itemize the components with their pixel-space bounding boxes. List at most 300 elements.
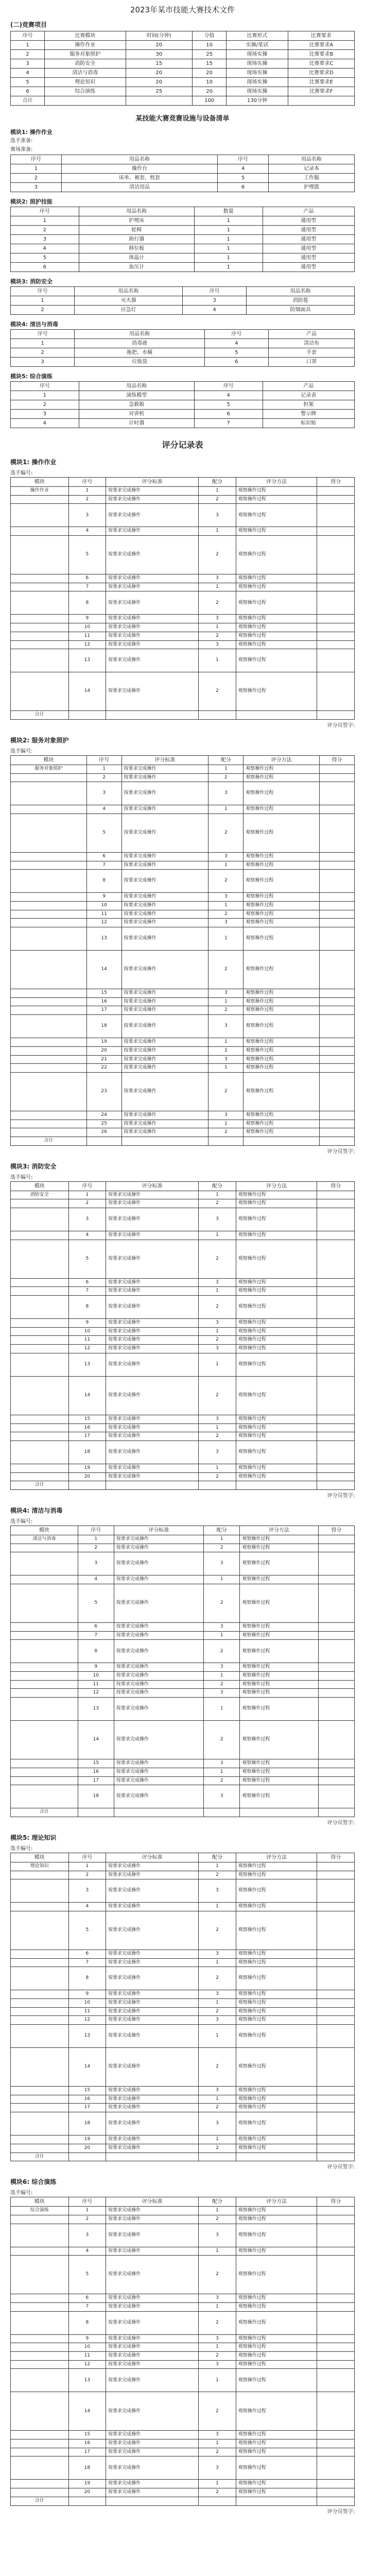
table-cell[interactable] [317, 615, 355, 623]
table-cell: 操作台 [61, 164, 217, 174]
table-cell: 1 [11, 339, 75, 348]
table-cell[interactable] [320, 861, 355, 870]
table-cell[interactable] [317, 2007, 355, 2016]
table-cell: 18 [68, 2456, 106, 2480]
table-cell: 1 [208, 861, 244, 870]
table-cell [78, 1808, 114, 1817]
table-cell: 6 [11, 87, 45, 96]
table-cell: 3 [208, 919, 244, 927]
table-cell: 10 [68, 1999, 106, 2008]
table-header-cell: 时间(分钟) [126, 31, 193, 41]
eval-module-title: 模块1: 操作作业 [10, 459, 57, 466]
table-cell[interactable] [318, 1680, 354, 1689]
table-cell [11, 2256, 69, 2294]
table-cell: 观察操作过程 [236, 623, 317, 632]
table-cell[interactable] [317, 1990, 355, 1999]
table-cell[interactable] [320, 951, 355, 989]
table-cell[interactable] [317, 1345, 355, 1353]
eval-module-title: 模块3: 消防安全 [10, 1162, 57, 1170]
table-cell[interactable] [320, 997, 355, 1006]
table-cell: 3 [199, 574, 236, 583]
table-cell [11, 495, 69, 504]
table-cell: 按要求完成操作 [106, 2343, 199, 2352]
table-row [11, 183, 355, 192]
table-cell: 服务对象照护 [45, 50, 126, 59]
table-cell: 观察操作过程 [236, 1950, 317, 1958]
table-cell: 4 [11, 69, 45, 78]
table-row [11, 1990, 355, 1999]
table-cell: 12 [86, 919, 121, 927]
table-cell: 观察操作过程 [236, 2207, 317, 2215]
table-cell[interactable] [317, 2360, 355, 2369]
table-cell[interactable] [317, 1231, 355, 1240]
table-cell: 观察操作过程 [240, 1544, 318, 1552]
table-cell: 25 [86, 1120, 121, 1128]
table-cell[interactable] [317, 2343, 355, 2352]
table-cell[interactable] [317, 1199, 355, 1208]
table-cell [11, 1015, 87, 1038]
table-cell [11, 1990, 69, 1999]
table-cell: 15 [68, 1415, 106, 1423]
table-cell[interactable] [317, 2224, 355, 2247]
table-cell[interactable] [320, 773, 355, 782]
table-cell[interactable] [317, 1296, 355, 1319]
table-cell: 1 [199, 1999, 236, 2008]
table-row [11, 1231, 355, 1240]
table-cell: 综合演练 [45, 87, 126, 96]
table-cell[interactable] [317, 2334, 355, 2343]
table-cell: 2 [199, 2007, 236, 2016]
table-cell: 2 [208, 870, 244, 893]
table-cell: 1 [194, 263, 263, 272]
table-cell [11, 1640, 78, 1663]
eval-module-title: 模块4: 清洁与消毒 [10, 1506, 63, 1514]
table-cell: 观察操作过程 [240, 1535, 318, 1544]
eval-table [10, 1853, 355, 2161]
table-cell: 1 [199, 1958, 236, 1967]
table-cell[interactable] [317, 649, 355, 672]
table-cell[interactable] [317, 527, 355, 536]
eval-module-sub: 选手编号: [10, 470, 33, 476]
table-cell [11, 504, 69, 527]
table-cell[interactable] [318, 1776, 354, 1785]
table-cell: 13 [78, 1698, 114, 1721]
table-cell: 4 [11, 244, 79, 253]
table-cell [11, 2302, 69, 2311]
table-cell: 9 [78, 1663, 114, 1672]
table-cell: 按要求完成操作 [106, 1231, 199, 1240]
table-cell[interactable] [317, 2207, 355, 2215]
table-cell[interactable] [318, 1698, 354, 1721]
table-cell[interactable] [317, 536, 355, 574]
table-cell[interactable] [320, 1006, 355, 1015]
table-cell[interactable] [320, 870, 355, 893]
table-cell [11, 2016, 69, 2025]
table-cell: 16 [68, 2095, 106, 2104]
table-cell: 20 [68, 1472, 106, 1481]
table-cell: 按要求完成操作 [106, 1353, 199, 1376]
table-cell: 13 [86, 927, 121, 951]
table-cell[interactable] [317, 1191, 355, 1199]
table-cell[interactable] [317, 1287, 355, 1296]
table-cell[interactable] [317, 2016, 355, 2025]
table-cell: 观察操作过程 [236, 1231, 317, 1240]
table-cell [68, 2497, 106, 2505]
table-cell: 2 [204, 1776, 240, 1785]
table-cell[interactable] [317, 1440, 355, 1464]
table-cell[interactable] [317, 2247, 355, 2256]
table-cell: 10 [86, 902, 121, 910]
table-cell: 工作服 [268, 174, 354, 183]
table-cell: 按要求完成操作 [106, 527, 199, 536]
table-cell: 按要求完成操作 [106, 536, 199, 574]
table-cell[interactable] [317, 574, 355, 583]
table-cell[interactable] [317, 1862, 355, 1871]
table-cell: 3 [199, 2224, 236, 2247]
table-cell: 130分钟 [227, 96, 288, 106]
table-cell[interactable] [318, 1663, 354, 1672]
table-header-cell: 用品名称 [247, 287, 355, 296]
table-cell[interactable] [320, 1038, 355, 1047]
table-cell: 观察操作过程 [240, 1759, 318, 1768]
table-cell[interactable] [317, 2311, 355, 2334]
table-cell[interactable] [317, 1464, 355, 1472]
table-cell: 按要求完成操作 [106, 2294, 199, 2303]
table-cell: 按要求完成操作 [106, 1191, 199, 1199]
table-row [11, 253, 355, 263]
table-cell[interactable] [320, 989, 355, 998]
table-cell: 观察操作过程 [244, 773, 320, 782]
table-cell [11, 1240, 69, 1278]
table-cell[interactable] [317, 1240, 355, 1278]
table-cell: 合计 [11, 711, 69, 720]
table-row [11, 1623, 355, 1632]
table-cell: 标识贴 [263, 419, 354, 428]
table-cell [11, 2439, 69, 2448]
table-cell[interactable] [317, 1208, 355, 1231]
table-row [11, 951, 355, 989]
table-cell: 观察操作过程 [236, 1345, 317, 1353]
table-cell[interactable] [320, 902, 355, 910]
table-cell: 观察操作过程 [236, 2247, 317, 2256]
table-cell [11, 1432, 69, 1441]
table-cell: 合计 [11, 2153, 69, 2161]
table-cell: 按要求完成操作 [106, 2456, 199, 2480]
table-row [11, 2448, 355, 2456]
table-row [11, 410, 355, 419]
table-cell [11, 1623, 78, 1632]
table-cell[interactable] [318, 1672, 354, 1681]
table-cell: 观察操作过程 [240, 1776, 318, 1785]
table-row [11, 1120, 355, 1128]
table-cell[interactable] [317, 2448, 355, 2456]
table-cell: 应急灯 [75, 306, 183, 315]
table-cell: 按要求完成操作 [106, 1871, 199, 1879]
table-cell[interactable] [320, 782, 355, 805]
table-row [11, 893, 355, 902]
table-cell[interactable] [320, 1046, 355, 1055]
table-cell [86, 1137, 121, 1145]
table-cell: 观察操作过程 [236, 2480, 317, 2488]
table-cell [11, 2448, 69, 2456]
table-cell [11, 852, 87, 861]
table-cell[interactable] [317, 1999, 355, 2008]
table-cell[interactable] [317, 1958, 355, 1967]
table-cell [11, 2087, 69, 2095]
m5-table [10, 381, 355, 428]
table-cell: 13 [68, 1353, 106, 1376]
table-cell: 急救箱 [79, 400, 194, 410]
table-cell: 观察操作过程 [240, 1575, 318, 1584]
table-cell[interactable] [317, 1967, 355, 1990]
table-cell: 17 [86, 1006, 121, 1015]
table-cell: 2 [11, 306, 75, 315]
table-cell: 观察操作过程 [244, 951, 320, 989]
table-cell: 1 [199, 2247, 236, 2256]
table-cell: 实操/笔试 [227, 41, 288, 50]
table-cell[interactable] [320, 1128, 355, 1137]
table-row [11, 2488, 355, 2497]
table-cell[interactable] [318, 1785, 354, 1808]
table-cell: 灭火器 [75, 296, 183, 306]
table-cell[interactable] [320, 893, 355, 902]
table-cell[interactable] [320, 1055, 355, 1064]
table-cell[interactable] [318, 1640, 354, 1663]
table-cell[interactable] [317, 2488, 355, 2497]
table-cell[interactable] [318, 1544, 354, 1552]
table-header-cell: 模块 [11, 1853, 69, 1862]
table-cell[interactable] [320, 927, 355, 951]
table-cell[interactable] [320, 919, 355, 927]
eval-module-sub: 选手编号: [10, 748, 33, 754]
table-cell: 3 [199, 1879, 236, 1903]
table-cell[interactable] [317, 2480, 355, 2488]
table-cell: 3 [199, 2456, 236, 2480]
table-cell: 1 [204, 1672, 240, 1681]
table-cell[interactable] [317, 583, 355, 591]
table-cell[interactable] [317, 2439, 355, 2448]
table-cell[interactable] [317, 1432, 355, 1441]
table-row [11, 1327, 355, 1336]
table-row [11, 814, 355, 852]
table-cell[interactable] [317, 1336, 355, 1345]
table-cell: 护理床 [79, 216, 194, 226]
table-cell[interactable] [320, 1015, 355, 1038]
table-cell[interactable] [317, 1278, 355, 1287]
table-row [11, 2439, 355, 2448]
table-cell: 1 [208, 765, 244, 773]
table-cell: 观察操作过程 [236, 1440, 317, 1464]
table-cell: 比赛要求A [288, 41, 354, 50]
table-cell[interactable] [317, 1950, 355, 1958]
table-cell: 按要求完成操作 [121, 927, 208, 951]
table-cell: 按要求完成操作 [106, 640, 199, 649]
table-cell: 防烟面具 [247, 306, 355, 315]
table-cell: 观察操作过程 [236, 2352, 317, 2361]
table-cell [11, 1759, 78, 1768]
table-cell: 3 [199, 1319, 236, 1328]
table-cell[interactable] [317, 2302, 355, 2311]
table-cell[interactable] [317, 1871, 355, 1879]
table-cell[interactable] [320, 1072, 355, 1111]
table-cell[interactable] [318, 1584, 354, 1623]
table-cell[interactable] [318, 1552, 354, 1575]
table-header-cell: 数量 [194, 207, 263, 216]
table-row [11, 1006, 355, 1015]
table-cell[interactable] [317, 2294, 355, 2303]
table-cell[interactable] [317, 1376, 355, 1415]
table-cell: 1 [68, 487, 106, 496]
table-cell[interactable] [317, 504, 355, 527]
table-cell: 按要求完成操作 [106, 2311, 199, 2334]
table-row [11, 487, 355, 496]
table-cell[interactable] [317, 2456, 355, 2480]
sign-label: 评分员签字: [327, 2164, 355, 2171]
table-cell[interactable] [317, 1319, 355, 1328]
table-cell: 观察操作过程 [236, 632, 317, 640]
table-cell[interactable] [317, 2087, 355, 2095]
table-cell [318, 1808, 354, 1817]
table-cell: 4 [68, 1231, 106, 1240]
table-cell: 100 [193, 96, 227, 106]
table-cell [11, 1911, 69, 1950]
table-header-cell: 序号 [68, 1853, 106, 1862]
table-cell [11, 2025, 69, 2048]
table-cell[interactable] [317, 2352, 355, 2361]
table-row [11, 1046, 355, 1055]
table-cell[interactable] [320, 805, 355, 814]
table-cell[interactable] [317, 495, 355, 504]
table-cell[interactable] [317, 2215, 355, 2224]
table-cell[interactable] [317, 2025, 355, 2048]
table-cell[interactable] [317, 2112, 355, 2136]
table-cell [11, 870, 87, 893]
table-cell [11, 2294, 69, 2303]
table-cell[interactable] [317, 1911, 355, 1950]
table-cell [11, 1575, 78, 1584]
table-cell[interactable] [317, 632, 355, 640]
table-cell: 服务对象照护 [11, 765, 87, 773]
table-cell[interactable] [318, 1759, 354, 1768]
table-cell [106, 1481, 199, 1490]
table-cell: 2 [204, 1640, 240, 1663]
table-cell[interactable] [320, 1120, 355, 1128]
table-cell: 1 [199, 1327, 236, 1336]
table-cell[interactable] [317, 623, 355, 632]
table-cell[interactable] [318, 1535, 354, 1544]
table-cell: 15 [68, 2087, 106, 2095]
table-cell: 观察操作过程 [236, 1287, 317, 1296]
table-cell: 按要求完成操作 [121, 782, 208, 805]
table-cell: 按要求完成操作 [106, 1903, 199, 1911]
table-cell: 2 [199, 1871, 236, 1879]
table-cell [11, 1440, 69, 1464]
table-cell: 消防安全 [45, 59, 126, 69]
table-cell[interactable] [318, 1623, 354, 1632]
table-cell[interactable] [318, 1575, 354, 1584]
table-cell: 观察操作过程 [236, 2439, 317, 2448]
table-cell: 观察操作过程 [236, 2431, 317, 2439]
table-cell[interactable] [318, 1631, 354, 1640]
table-cell: 7 [194, 419, 263, 428]
table-cell[interactable] [318, 1768, 354, 1776]
table-cell: 1 [199, 2095, 236, 2104]
table-cell[interactable] [318, 1721, 354, 1759]
table-cell[interactable] [317, 2144, 355, 2153]
table-cell [11, 1376, 69, 1415]
table-cell[interactable] [320, 852, 355, 861]
table-header-cell: 配分 [204, 1526, 240, 1535]
table-row [11, 861, 355, 870]
table-cell[interactable] [320, 1111, 355, 1120]
table-cell: 12 [68, 1345, 106, 1353]
table-cell: 3 [204, 1552, 240, 1575]
table-cell[interactable] [317, 2136, 355, 2144]
table-cell[interactable] [317, 1903, 355, 1911]
table-cell: 10 [68, 623, 106, 632]
table-row [11, 2025, 355, 2048]
table-cell[interactable] [317, 591, 355, 615]
table-cell[interactable] [320, 1064, 355, 1073]
table-cell: 血压计 [79, 263, 194, 272]
table-cell: 2 [199, 2448, 236, 2456]
table-cell[interactable] [317, 1415, 355, 1423]
table-cell[interactable] [320, 910, 355, 919]
table-row [11, 2224, 355, 2247]
table-cell[interactable] [317, 1423, 355, 1432]
table-cell: 3 [199, 1440, 236, 1464]
table-cell[interactable] [317, 487, 355, 496]
table-cell[interactable] [317, 2095, 355, 2104]
table-cell: 1 [199, 527, 236, 536]
table-cell: 5 [11, 78, 45, 87]
table-row [11, 1353, 355, 1376]
table-cell[interactable] [317, 2431, 355, 2439]
table-cell [11, 1584, 78, 1623]
table-cell: 5 [68, 536, 106, 574]
table-cell[interactable] [317, 2256, 355, 2294]
table-cell[interactable] [317, 1472, 355, 1481]
table-cell[interactable] [317, 2104, 355, 2112]
table-cell: 观察操作过程 [244, 861, 320, 870]
table-cell[interactable] [320, 765, 355, 773]
table-total-row [11, 2497, 355, 2505]
table-row [11, 2007, 355, 2016]
table-row [11, 852, 355, 861]
table-cell: 观察操作过程 [236, 1336, 317, 1345]
table-cell[interactable] [317, 1327, 355, 1336]
eval-table [10, 477, 355, 720]
document-title: 2023年某市技能大赛技术文件 [130, 5, 235, 14]
table-cell[interactable] [317, 1879, 355, 1903]
table-cell[interactable] [317, 2048, 355, 2087]
table-cell: 观察操作过程 [244, 1038, 320, 1047]
table-cell[interactable] [317, 672, 355, 711]
table-row [11, 1278, 355, 1287]
table-cell: 观察操作过程 [236, 1999, 317, 2008]
table-cell[interactable] [317, 640, 355, 649]
table-cell[interactable] [318, 1689, 354, 1698]
table-cell[interactable] [320, 814, 355, 852]
table-cell[interactable] [317, 2392, 355, 2431]
table-cell: 2 [199, 1911, 236, 1950]
table-cell: 按要求完成操作 [121, 1046, 208, 1055]
table-header-cell: 序号 [218, 155, 269, 164]
table-cell: 观察操作过程 [236, 615, 317, 623]
table-cell[interactable] [317, 1353, 355, 1376]
table-cell[interactable] [317, 2369, 355, 2392]
table-row [11, 632, 355, 640]
